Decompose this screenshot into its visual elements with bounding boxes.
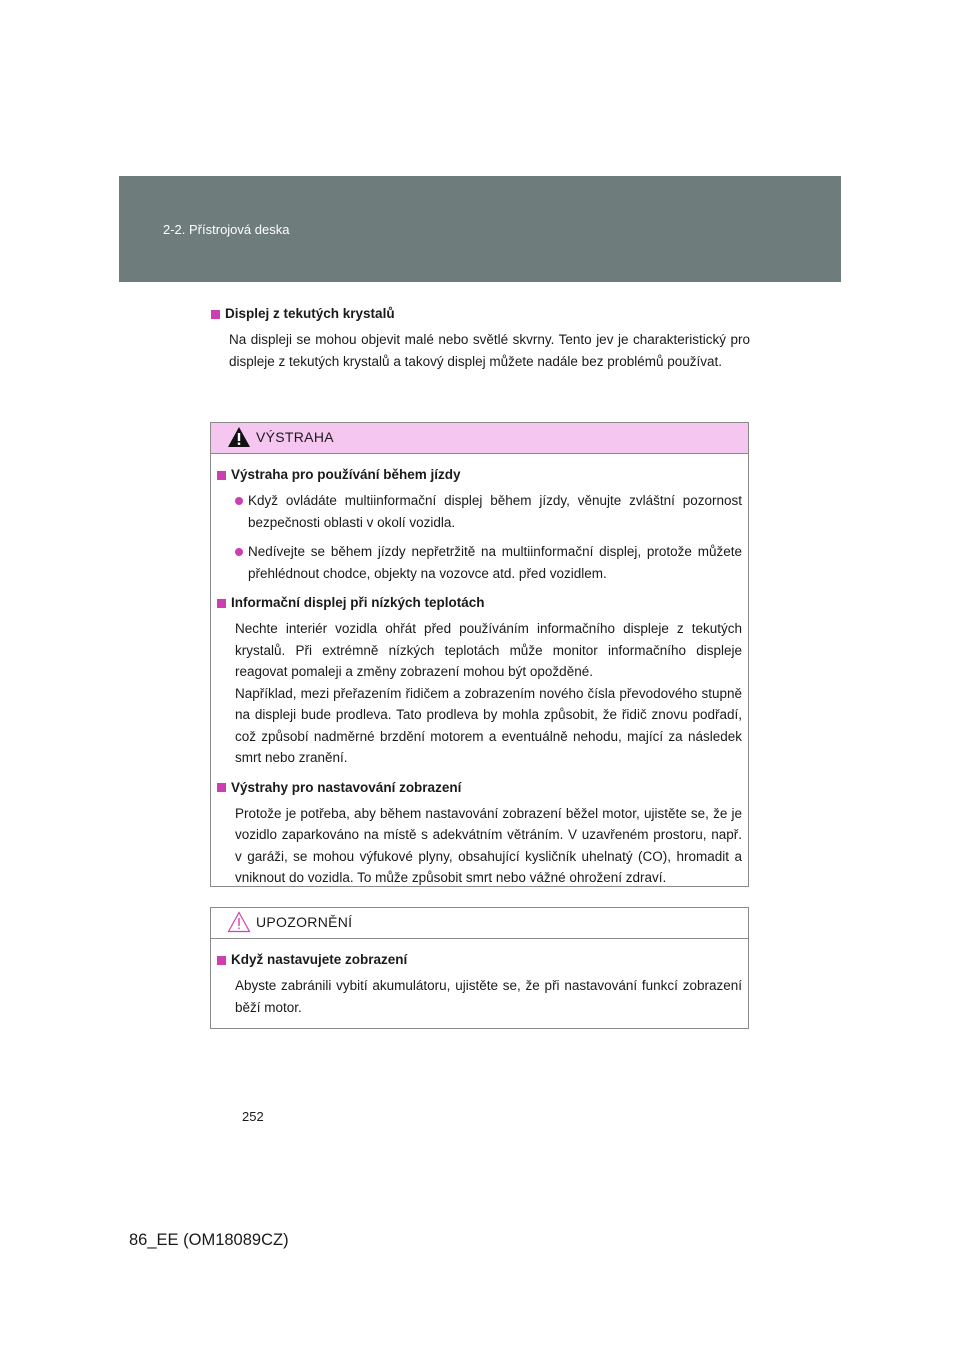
notice-box-body	[211, 939, 748, 1026]
warning-subheading-display-settings: Výstrahy pro nastavování zobrazení	[217, 779, 742, 797]
intro-heading: Displej z tekutých krystalů	[211, 305, 750, 323]
notice-paragraph: Abyste zabránili vybití akumulátoru, ujistěte se, že při nastavování funkcí zobrazení běží motor.	[235, 978, 742, 1015]
notice-subheading: Když nastavujete zobrazení	[217, 951, 742, 969]
warning-box-body	[211, 454, 748, 897]
section-header-band	[119, 176, 841, 282]
notice-title: UPOZORNĚNÍ	[256, 914, 353, 930]
warning-bullet: Když ovládáte multiinformační displej během jízdy, věnujte zvláštní pozornost bezpečnosti oblasti v okolí vozidla.	[235, 490, 742, 533]
round-bullet-icon	[235, 497, 243, 505]
document-code: 86_EE (OM18089CZ)	[129, 1231, 289, 1249]
square-bullet-icon	[217, 783, 226, 792]
notice-box-header	[211, 908, 748, 939]
warning-box-header	[211, 423, 748, 454]
square-bullet-icon	[217, 599, 226, 608]
intro-text: Na displeji se mohou objevit malé nebo světlé skvrny. Tento jev je charakteristický pro displeje z tekutých krystalů a takový displej můžete nadále bez problémů používat.	[229, 332, 750, 369]
warning-paragraph: Nechte interiér vozidla ohřát před používáním informačního displeje z tekutých krystalů. Při extrémně nízkých teplotách může monitor informačního displeje reagovat pomaleji a změny zobrazení mohou být opožděné.	[235, 621, 742, 679]
round-bullet-icon	[235, 548, 243, 556]
square-bullet-icon	[211, 310, 220, 319]
warning-title: VÝSTRAHA	[256, 429, 334, 445]
page-number: 252	[242, 1109, 264, 1124]
intro-section	[211, 305, 750, 372]
warning-paragraph: Například, mezi přeřazením řidičem a zobrazením nového čísla převodového stupně na displeji bude prodleva. Tato prodleva by mohla způsobit, že řidič znovu podřadí, což způsobí nadměrné brzdění motorem a eventuálně nehodu, mající za následek smrt nebo zranění.	[235, 685, 742, 765]
warning-paragraph: Protože je potřeba, aby během nastavování zobrazení běžel motor, ujistěte se, že je vozidlo zaparkováno na místě s adekvátním větráním. V uzavřeném prostoru, např. v garáži, se mohou výfukové plyny, obsahující kysličník uhelnatý (CO), hromadit a vniknout do vozidla. To může způsobit smrt nebo vážné ohrožení zdraví.	[235, 805, 742, 885]
warning-box	[210, 422, 749, 887]
square-bullet-icon	[217, 471, 226, 480]
warning-subheading-driving: Výstraha pro používání během jízdy	[217, 466, 742, 484]
warning-subheading-low-temp: Informační displej při nízkých teplotách	[217, 594, 742, 612]
square-bullet-icon	[217, 956, 226, 965]
warning-triangle-icon	[227, 426, 251, 448]
warning-bullet: Nedívejte se během jízdy nepřetržitě na multiinformační displej, protože můžete přehlédnout chodce, objekty na vozovce atd. před vozidlem.	[235, 541, 742, 584]
notice-box	[210, 907, 749, 1029]
caution-outline-triangle-icon	[227, 911, 251, 933]
section-title: 2-2. Přístrojová deska	[163, 222, 290, 237]
